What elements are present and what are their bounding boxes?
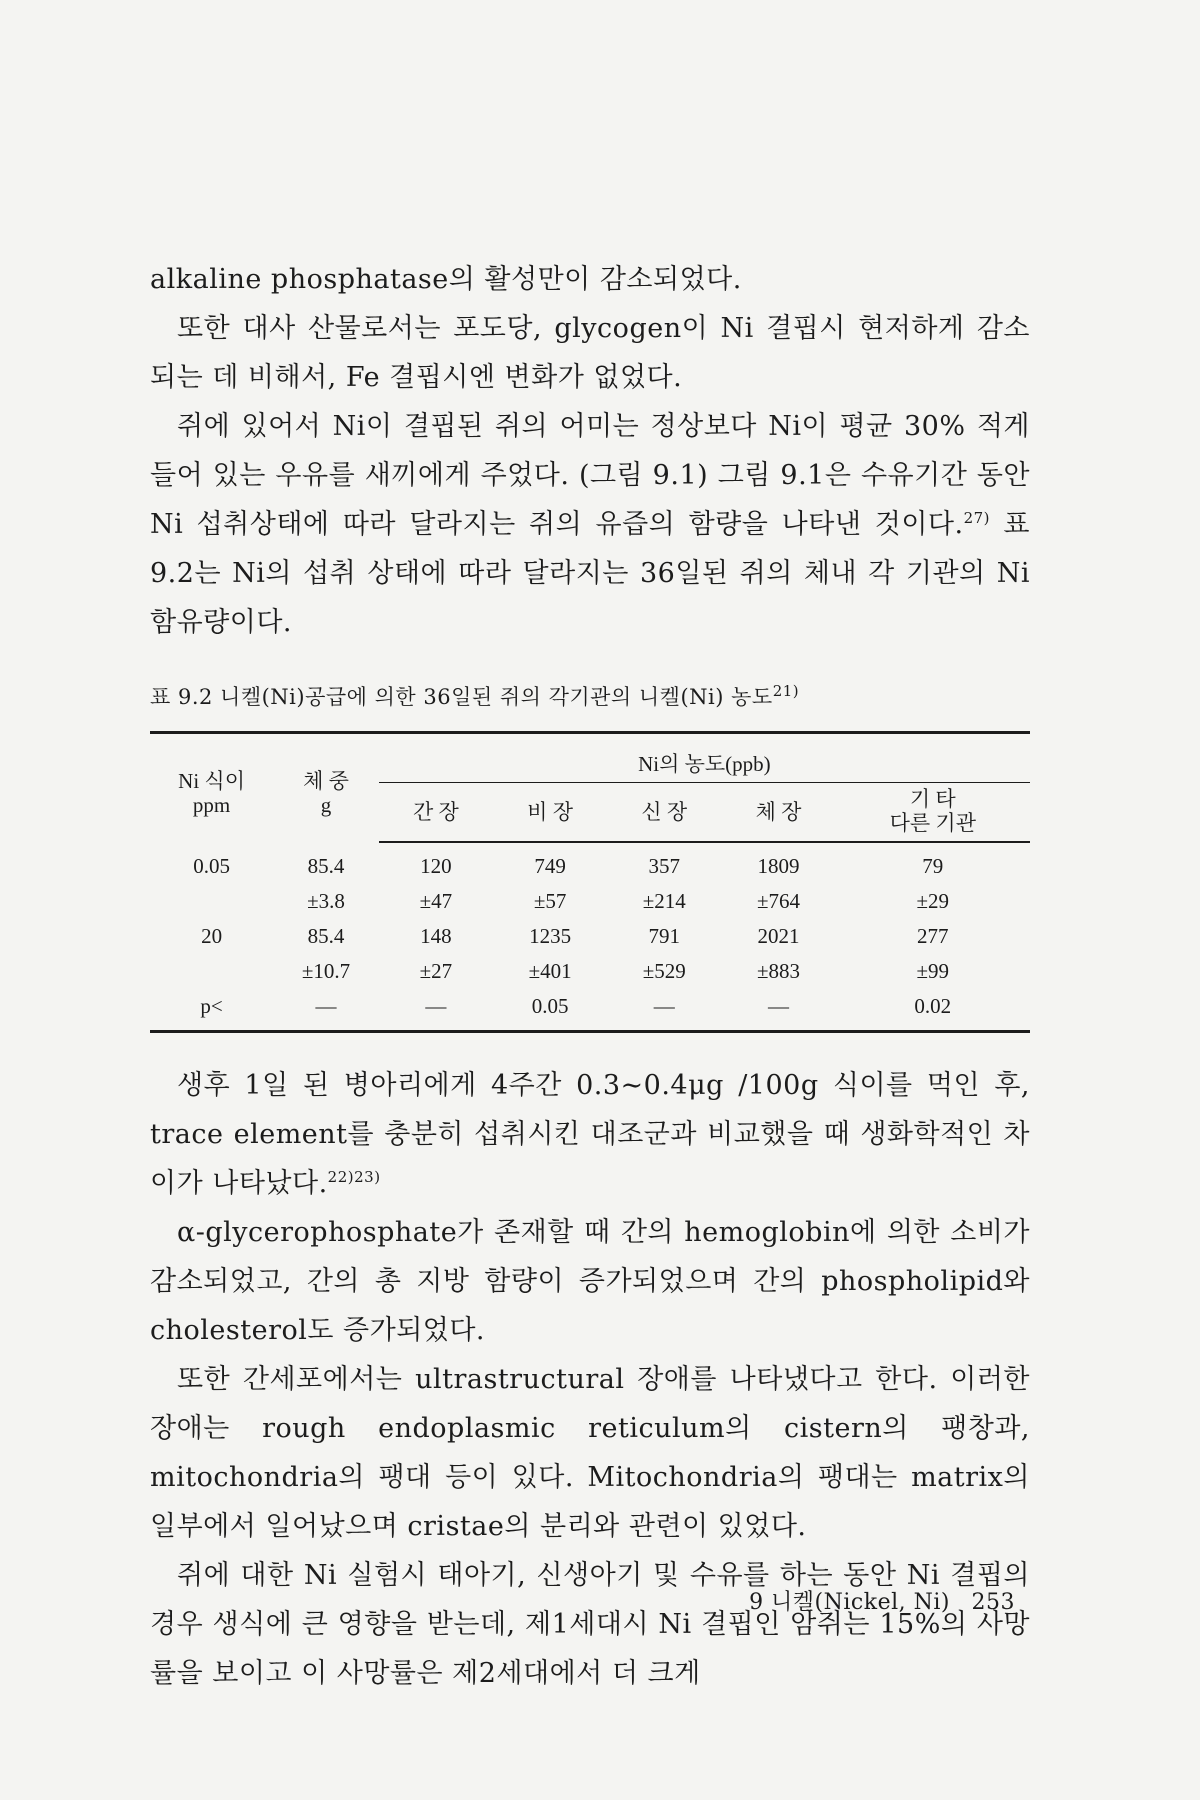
- table-cell: 148: [420, 924, 452, 948]
- table-cell: 120: [420, 854, 452, 878]
- paragraph-text: 표 9.2는 Ni의 섭취 상태에 따라 달라지는 36일된 쥐의 체내 각 기관의 Ni 함유량이다.: [150, 509, 1030, 638]
- table-cell: —: [653, 994, 675, 1018]
- table-row: [150, 954, 1030, 989]
- header-body-weight: 체 중 g: [303, 769, 349, 817]
- header-spleen: 비 장: [493, 783, 607, 843]
- table-cell: 79: [922, 854, 944, 878]
- paragraph: [150, 402, 1030, 647]
- paragraph: 또한 대사 산물로서는 포도당, glycogen이 Ni 결핍시 현저하게 감소되는 데 비해서, Fe 결핍시엔 변화가 없었다.: [150, 313, 1030, 393]
- table-cell: [150, 884, 273, 919]
- table-cell: ±47: [419, 889, 453, 913]
- data-table: [150, 734, 1030, 1030]
- table-caption: [150, 681, 1030, 711]
- table-cell: —: [425, 994, 447, 1018]
- table-row: [150, 884, 1030, 919]
- table-row: [150, 989, 1030, 1030]
- table-row: [150, 919, 1030, 954]
- table-cell: ±10.7: [301, 959, 351, 983]
- header-other-organs: 기 타 다른 기관: [836, 783, 1030, 843]
- table-cell: ±3.8: [307, 889, 345, 913]
- paragraph-text: 생후 1일 된 병아리에게 4주간 0.3∼0.4μg /100g 식이를 먹인 후, trace element를 충분히 섭취시킨 대조군과 비교했을 때 생화학적인 차이가 나타났다.: [150, 1070, 1030, 1199]
- running-footer: [749, 1585, 1015, 1616]
- reference-mark: 21): [772, 682, 800, 700]
- table-cell: 357: [648, 854, 681, 878]
- table-cell: [150, 954, 273, 989]
- reference-mark: 27): [963, 509, 991, 527]
- table-cell: ±529: [642, 959, 686, 983]
- table-cell: p<: [200, 994, 223, 1018]
- header-ni-concentration: Ni의 농도(ppb): [379, 734, 1030, 783]
- table-cell: ±764: [756, 889, 800, 913]
- table-row: [150, 842, 1030, 884]
- paragraph-text: 쥐에 있어서 Ni이 결핍된 쥐의 어미는 정상보다 Ni이 평균 30% 적게 들어 있는 우유를 새끼에게 주었다. (그림 9.1) 그림 9.1은 수유기간 동안 Ni 섭취상태에 따라 달라지는 쥐의 유즙의 함량을 나타낸 것이다.: [150, 411, 1030, 540]
- paragraph: α-glycerophosphate가 존재할 때 간의 hemoglobin에 의한 소비가 감소되었고, 간의 총 지방 함량이 증가되었으며 간의 phospholipid와 cholesterol도 증가되었다.: [150, 1217, 1030, 1346]
- table-cell: ±401: [528, 959, 572, 983]
- chapter-title: 9 니켈(Nickel, Ni): [749, 1590, 950, 1615]
- paragraph: alkaline phosphatase의 활성만이 감소되었다.: [150, 264, 742, 295]
- table-cell: 277: [917, 924, 949, 948]
- paragraph: 또한 간세포에서는 ultrastructural 장애를 나타냈다고 한다. 이러한 장애는 rough endoplasmic reticulum의 cistern의 팽창과, mitochondria의 팽대 등이 있다. Mitochondria의 팽대는 matrix의 일부에서 일어났으며 cristae의 분리와 관련이 있었다.: [150, 1364, 1030, 1542]
- table-cell: 20: [201, 924, 223, 948]
- table-cell: 2021: [757, 924, 800, 948]
- table-cell: ±29: [916, 889, 950, 913]
- table-cell: ±883: [756, 959, 800, 983]
- table-cell: 1235: [529, 924, 572, 948]
- table-cell: 1809: [757, 854, 800, 878]
- table-cell: ±57: [533, 889, 567, 913]
- reference-mark: 22)23): [327, 1168, 381, 1186]
- header-kidney: 신 장: [607, 783, 721, 843]
- table-cell: 85.4: [307, 924, 345, 948]
- table-cell: 85.4: [307, 853, 345, 878]
- paragraph: 쥐에 대한 Ni 실험시 태아기, 신생아기 및 수유를 하는 동안 Ni 결핍의 경우 생식에 큰 영향을 받는데, 제1세대시 Ni 결핍인 암쥐는 15%의 사망률을 보이고 이 사망률은 제2세대에서 더 크게: [150, 1560, 1030, 1689]
- table-caption-text: 표 9.2 니켈(Ni)공급에 의한 36일된 쥐의 각기관의 니켈(Ni) 농도: [150, 685, 773, 709]
- table-cell: 791: [648, 924, 681, 948]
- data-table-frame: [150, 731, 1030, 1033]
- table-cell: 0.02: [914, 994, 952, 1018]
- table-cell: 749: [534, 854, 566, 878]
- header-liver: 간 장: [379, 783, 493, 843]
- header-ni-diet: Ni 식이 ppm: [178, 769, 245, 817]
- table-cell: —: [767, 994, 789, 1018]
- paragraph: [150, 1061, 1030, 1208]
- page-number: 253: [971, 1590, 1015, 1615]
- header-body: 체 장: [721, 783, 835, 843]
- page-body: [150, 255, 1030, 1698]
- table-cell: 0.05: [531, 994, 569, 1018]
- table-cell: —: [315, 994, 337, 1018]
- table-cell: ±214: [642, 889, 686, 913]
- table-cell: ±99: [916, 959, 950, 983]
- table-cell: ±27: [419, 959, 453, 983]
- table-cell: 0.05: [193, 853, 230, 878]
